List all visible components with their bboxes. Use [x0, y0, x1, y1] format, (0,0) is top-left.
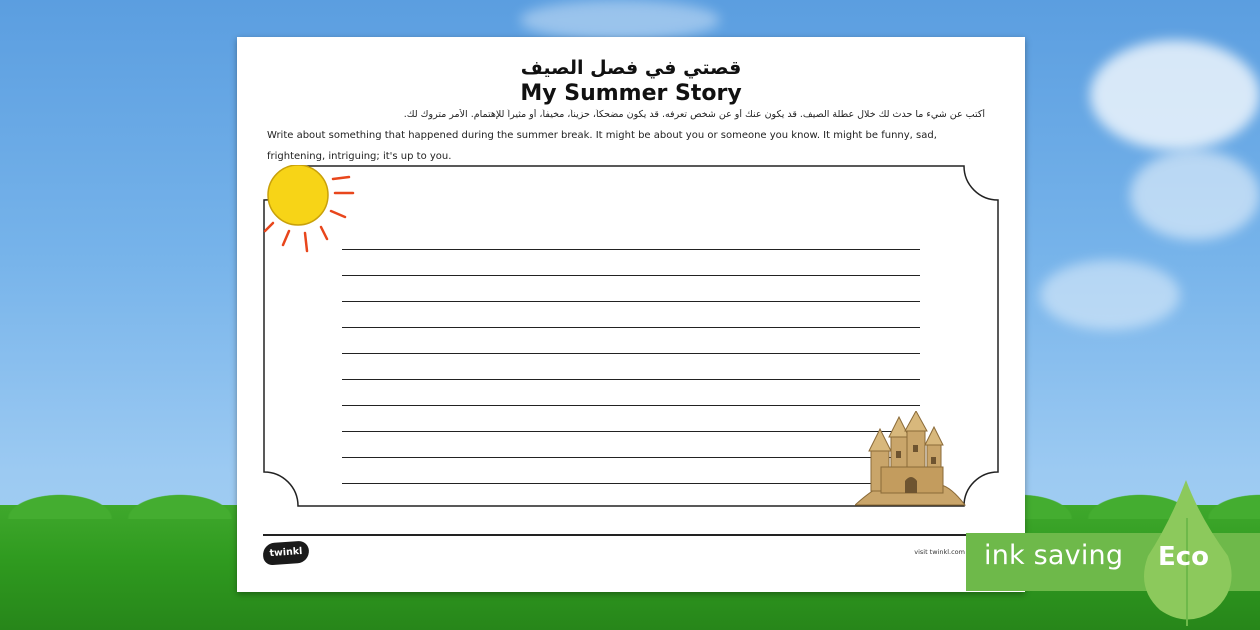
cloud: [1090, 40, 1260, 150]
ink-saving-label: ink saving: [984, 540, 1124, 571]
writing-line[interactable]: [342, 328, 920, 354]
eco-label: Eco: [1158, 542, 1210, 572]
cloud: [520, 0, 720, 40]
writing-line[interactable]: [342, 406, 920, 432]
cloud: [1040, 260, 1180, 330]
writing-line[interactable]: [342, 432, 920, 458]
writing-line[interactable]: [342, 276, 920, 302]
writing-lines: [342, 224, 920, 484]
page-title: My Summer Story: [520, 81, 742, 106]
worksheet-page: [237, 37, 1025, 592]
writing-line[interactable]: [342, 354, 920, 380]
sandcastle-icon: [855, 411, 967, 507]
writing-line[interactable]: [342, 302, 920, 328]
writing-line[interactable]: [342, 380, 920, 406]
instructions-english: Write about something that happened during the summer break. It might be about you or someone you know. It might be funny, sad, frightening, intriguing; it's up to you.: [267, 130, 937, 162]
page-title-arabic: قصتي في فصل الصيف: [520, 57, 742, 79]
twinkl-logo[interactable]: twinkl: [262, 540, 309, 565]
writing-line[interactable]: [342, 458, 920, 484]
footer-divider: [263, 534, 999, 536]
website-link[interactable]: visit twinkl.com: [914, 548, 965, 556]
writing-line[interactable]: [342, 250, 920, 276]
instructions-arabic: أكتب عن شيء ما حدث لك خلال عطلة الصيف. قد يكون عنك أو عن شخص تعرفه. قد يكون مضحكاً، حزيناً، مخيفاً، أو مثيراً للإهتمام. الأمر متروك لك.: [403, 109, 985, 120]
writing-line[interactable]: [342, 224, 920, 250]
cloud: [1130, 150, 1260, 240]
